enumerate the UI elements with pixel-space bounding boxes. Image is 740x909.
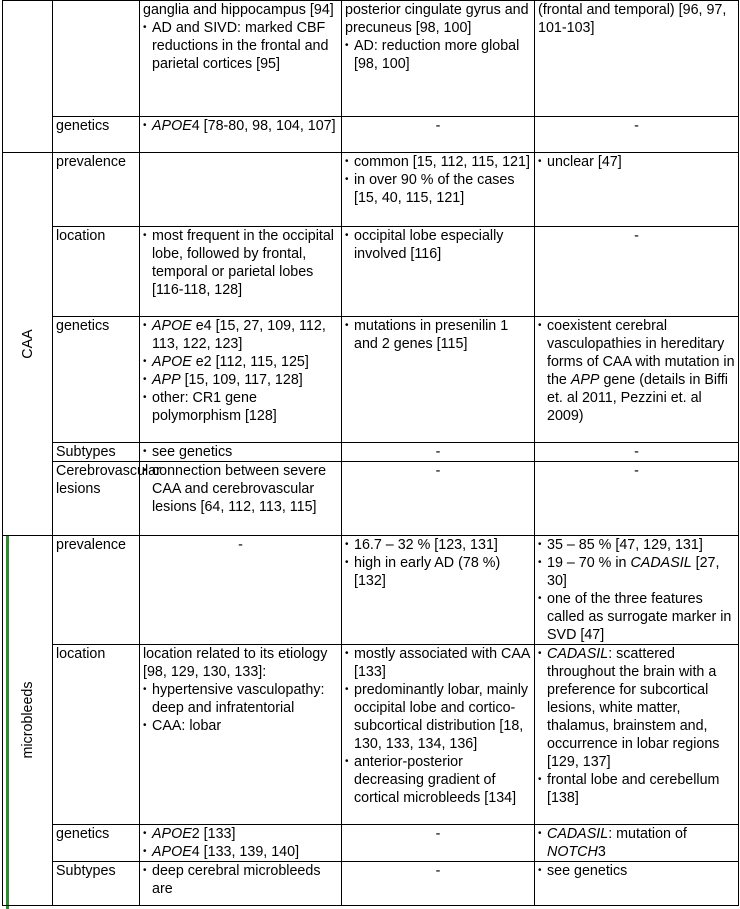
feature-label: Subtypes [53, 443, 140, 462]
category-label: microbleeds [19, 681, 36, 759]
table-row [3, 1, 739, 117]
table-row: Cerebrovascular lesions • connection between severe CAA and cerebrovascular lesions [64, 112, 113, 115] - - [3, 462, 739, 536]
feature-label: genetics [53, 825, 140, 862]
feature-label: Subtypes [53, 862, 140, 906]
table-row: location location related to its etiology [98, 129, 130, 133]: • hypertensive vasculopathy: deep and infratentorial • CAA: lobar • mostly associated with CAA [133] • predominantly lobar, mainly occipital lobe and cortico-subcortical distribution [18, 130, 133, 134, 136] • anterior-posterior decreasing gradient of cortical microbleeds [134] • CADASIL: scattered throughout the brain with a preference for subcortical lesions, white matter, thalamus, brainstem and, occurrence in lobar regions [129, 137] • frontal lobe and cerebellum [138] [3, 645, 739, 825]
category-cell-empty [3, 1, 53, 153]
cell-caa: posterior cingulate gyrus and precuneus [98, 100] • AD: reduction more global [98, 100] [342, 1, 535, 117]
feature-label: prevalence [53, 536, 140, 645]
cell-svd: (frontal and temporal) [96, 97, 101-103] [535, 1, 739, 117]
table-row: Subtypes • see genetics - - [3, 443, 739, 462]
category-label: CAA [19, 329, 36, 359]
table-row: microbleeds prevalence - • 16.7 – 32 % [123, 131] • high in early AD (78 %) [132] • 35 – 85 % [47, 129, 131] • 19 – 70 % in CADASIL [27, 30] • one of the three features called as surrogate marker in SVD [47] [3, 536, 739, 645]
table-row: genetics • APOE4 [78-80, 98, 104, 107] - - [3, 117, 739, 153]
feature-label: location [53, 227, 140, 317]
feature-label: location [53, 645, 140, 825]
feature-cell-empty [53, 1, 140, 117]
cell-ad: ganglia and hippocampus [94] • AD and SIVD: marked CBF reductions in the frontal and parietal cortices [95] [140, 1, 342, 117]
feature-label: Cerebrovascular lesions [53, 462, 140, 536]
table-row: genetics • APOE e4 [15, 27, 109, 112, 113, 122, 123] • APOE e2 [112, 115, 125] • APP [15, 109, 117, 128] • other: CR1 gene polymorphism [128] • mutations in presenilin 1 and 2 genes [115] • coexistent cerebral vasculopathies in hereditary forms of CAA with mutation in the APP gene (details in Biffi et. al 2011, Pezzini et. al 2009) [3, 317, 739, 443]
comparison-table [2, 0, 739, 906]
feature-label: genetics [53, 317, 140, 443]
table-row: genetics • APOE2 [133] • APOE4 [133, 139, 140] - • CADASIL: mutation of NOTCH3 [3, 825, 739, 862]
category-cell-microbleeds [3, 536, 53, 906]
table-row: Subtypes • deep cerebral microbleeds are - • see genetics [3, 862, 739, 906]
feature-label: genetics [53, 117, 140, 153]
category-cell-caa [3, 153, 53, 536]
table-row: CAA prevalence • common [15, 112, 115, 121] • in over 90 % of the cases [15, 40, 115, 121] • unclear [47] [3, 153, 739, 227]
table-row: location • most frequent in the occipital lobe, followed by frontal, temporal or parietal lobes [116-118, 128] • occipital lobe especially involved [116] - [3, 227, 739, 317]
feature-label: prevalence [53, 153, 140, 227]
